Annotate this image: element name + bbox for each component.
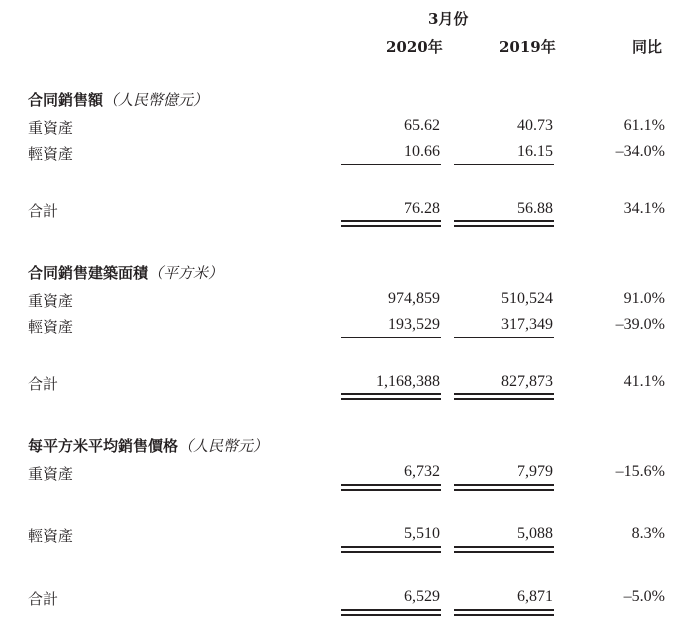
subtotal-rule [454, 164, 554, 165]
cell-2019: 5,088 [517, 525, 553, 542]
col-2019-header: 2019年 [499, 38, 556, 56]
section-title-sales-area: 合同銷售建築面積（平方米） [28, 264, 224, 282]
cell-2019: 7,979 [517, 463, 553, 480]
total-double-rule [341, 546, 441, 553]
row-label-total: 合計 [28, 202, 59, 220]
cell-2020: 76.28 [404, 200, 440, 217]
cell-2019: 317,349 [501, 316, 553, 333]
total-double-rule [454, 220, 554, 227]
total-double-rule [341, 484, 441, 491]
cell-yoy: 34.1% [623, 200, 665, 217]
cell-yoy: 91.0% [623, 290, 665, 307]
section-unit: （平方米） [148, 264, 224, 282]
row-label-total: 合計 [28, 375, 59, 393]
section-unit: （人民幣億元） [103, 91, 209, 109]
cell-yoy: 41.1% [623, 373, 665, 390]
cell-2020: 193,529 [388, 316, 440, 333]
row-label: 輕資產 [28, 145, 74, 163]
cell-yoy: 61.1% [623, 117, 665, 134]
col-yoy-header: 同比 [632, 38, 663, 56]
subtotal-rule [341, 337, 441, 338]
cell-2020: 5,510 [404, 525, 440, 542]
cell-2020: 65.62 [404, 117, 440, 134]
row-label: 輕資產 [28, 318, 74, 336]
cell-2019: 40.73 [517, 117, 553, 134]
cell-yoy: –5.0% [623, 588, 665, 605]
section-title-sales-amount: 合同銷售額（人民幣億元） [28, 91, 209, 109]
cell-yoy: 8.3% [631, 525, 665, 542]
row-label: 輕資產 [28, 527, 74, 545]
cell-yoy: –34.0% [615, 143, 665, 160]
cell-2019: 6,871 [517, 588, 553, 605]
cell-2019: 510,524 [501, 290, 553, 307]
row-label: 重資產 [28, 465, 74, 483]
total-double-rule [341, 220, 441, 227]
cell-2020: 6,529 [404, 588, 440, 605]
row-label: 重資產 [28, 292, 74, 310]
cell-yoy: –15.6% [615, 463, 665, 480]
total-double-rule [454, 609, 554, 616]
cell-2020: 10.66 [404, 143, 440, 160]
cell-2019: 16.15 [517, 143, 553, 160]
subtotal-rule [341, 164, 441, 165]
section-unit: （人民幣元） [178, 437, 269, 455]
section-title-avg-price: 每平方米平均銷售價格（人民幣元） [28, 437, 269, 455]
cell-2019: 827,873 [501, 373, 553, 390]
total-double-rule [454, 546, 554, 553]
cell-2019: 56.88 [517, 200, 553, 217]
cell-yoy: –39.0% [615, 316, 665, 333]
col-2020-header: 2020年 [386, 38, 443, 56]
cell-2020: 6,732 [404, 463, 440, 480]
total-double-rule [454, 393, 554, 400]
row-label: 重資產 [28, 119, 74, 137]
cell-2020: 974,859 [388, 290, 440, 307]
period-header: 3月份 [428, 10, 469, 28]
total-double-rule [341, 609, 441, 616]
subtotal-rule [454, 337, 554, 338]
row-label-total: 合計 [28, 590, 59, 608]
total-double-rule [341, 393, 441, 400]
cell-2020: 1,168,388 [376, 373, 440, 390]
total-double-rule [454, 484, 554, 491]
